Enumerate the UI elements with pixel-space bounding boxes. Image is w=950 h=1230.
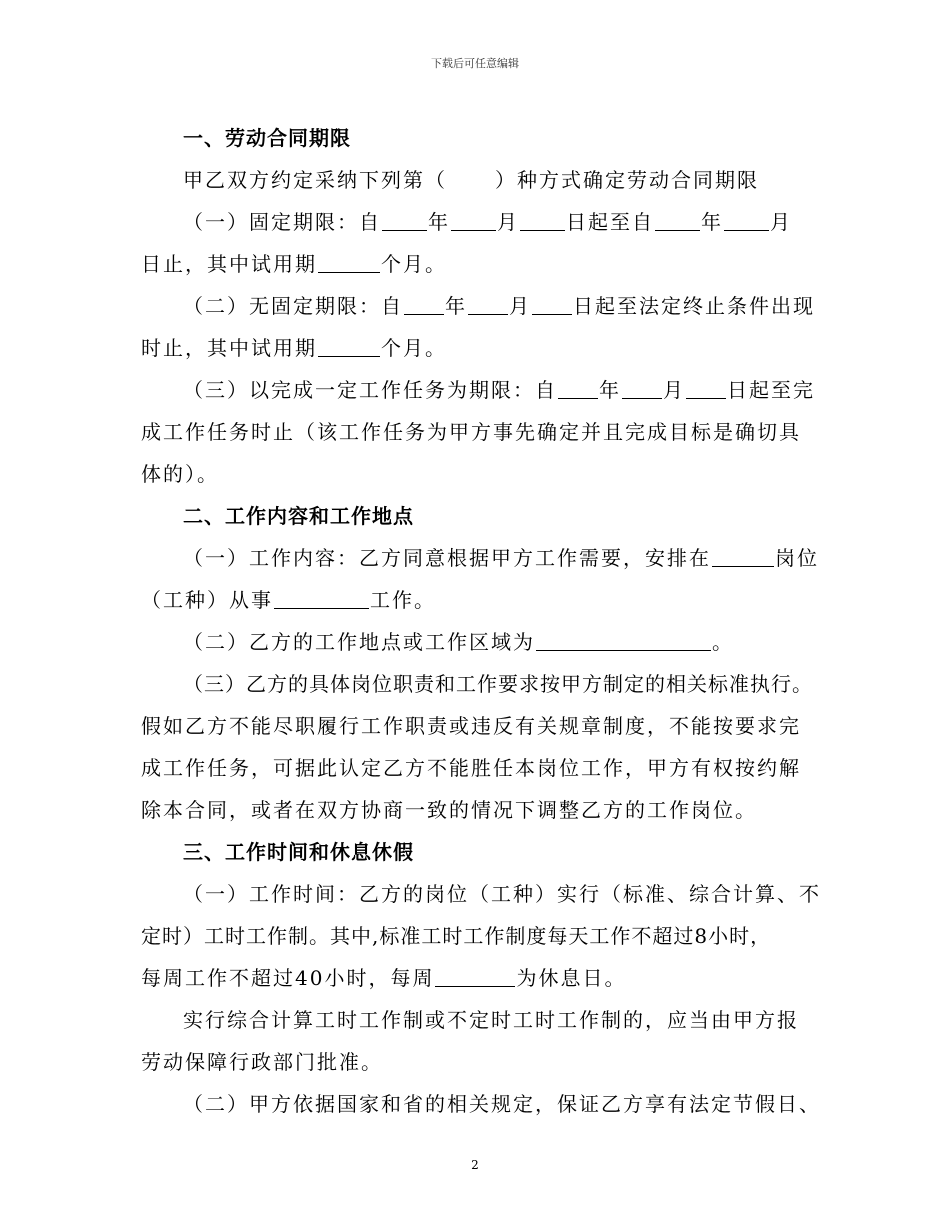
- s2-p3-line3: 成工作任务，可据此认定乙方不能胜任本岗位工作，甲方有权按约解: [141, 756, 801, 780]
- text: （二）乙方的工作地点或工作区域为: [183, 630, 535, 654]
- s1-p3-line3: 体的）。: [141, 462, 219, 486]
- fill-blank[interactable]: [435, 966, 515, 987]
- s1-p1-line1: [183, 208, 823, 236]
- s3-p1-line2: 定时）工时工作制。其中,标准工时工作制度每天工作不超过8小时，: [141, 924, 772, 948]
- fill-blank[interactable]: [536, 630, 711, 651]
- s1-p3-line1: [183, 376, 823, 404]
- s3-p1-line3: [141, 964, 821, 992]
- fill-blank[interactable]: [712, 546, 774, 567]
- text: （三）以完成一定工作任务为期限：自: [183, 378, 557, 402]
- text: （二）无固定期限：自: [183, 294, 403, 318]
- fill-blank[interactable]: [724, 210, 769, 231]
- text: 日起至法定终止条件出现: [573, 294, 815, 318]
- section-3-title: 三、工作时间和休息休假: [183, 840, 414, 864]
- s1-intro-b: ）种方式确定劳动合同期限: [495, 168, 759, 192]
- fill-blank[interactable]: [655, 210, 700, 231]
- s3-p2-line1: 实行综合计算工时工作制或不定时工时工作制的，应当由甲方报: [183, 1008, 799, 1032]
- fill-blank[interactable]: [520, 210, 565, 231]
- text: 每周工作不超过40小时，每周: [141, 966, 435, 990]
- s2-p2: [183, 628, 823, 656]
- s1-p2-line1: [183, 292, 823, 320]
- fill-blank[interactable]: [404, 294, 444, 315]
- s2-p3-line4: 除本合同，或者在双方协商一致的情况下调整乙方的工作岗位。: [141, 798, 757, 822]
- fill-blank[interactable]: [686, 378, 726, 399]
- text: 月: [663, 378, 685, 402]
- fill-blank[interactable]: [318, 336, 380, 357]
- text: （一）固定期限：自: [183, 210, 381, 234]
- text: （工种）从事: [141, 588, 273, 612]
- s1-intro-a: 甲乙双方约定采纳下列第（: [183, 168, 447, 192]
- fill-blank[interactable]: [318, 252, 380, 273]
- text: 个月。: [381, 336, 447, 360]
- fill-blank[interactable]: [558, 378, 598, 399]
- s1-p3-line2: 成工作任务时止（该工作任务为甲方事先确定并且完成目标是确切具: [141, 420, 801, 444]
- text: 个月。: [381, 252, 447, 276]
- text: 时止，其中试用期: [141, 336, 317, 360]
- text: （一）工作内容：乙方同意根据甲方工作需要，安排在: [183, 546, 711, 570]
- s2-p3-line1: （三）乙方的具体岗位职责和工作要求按甲方制定的相关标准执行。: [183, 672, 813, 696]
- s3-p2-line2: 劳动保障行政部门批准。: [141, 1050, 383, 1074]
- text: 日止，其中试用期: [141, 252, 317, 276]
- text: 月: [509, 294, 531, 318]
- s1-p1-line2: [141, 250, 821, 278]
- page-number: 2: [471, 1158, 479, 1172]
- s3-p3-line1: （二）甲方依据国家和省的相关规定，保证乙方享有法定节假日、: [183, 1092, 821, 1116]
- text: 岗位: [775, 546, 819, 570]
- fill-blank[interactable]: [451, 210, 496, 231]
- s3-p1-line1: （一）工作时间：乙方的岗位（工种）实行（标准、综合计算、不: [183, 882, 821, 906]
- text: 。: [712, 630, 734, 654]
- fill-blank[interactable]: [622, 378, 662, 399]
- text: 月: [497, 210, 519, 234]
- text: 日起至自: [566, 210, 654, 234]
- text: 日起至完: [727, 378, 815, 402]
- s1-p2-line2: [141, 334, 821, 362]
- text: 月: [770, 210, 792, 234]
- s2-p1-line2: [141, 586, 821, 614]
- fill-blank[interactable]: [468, 294, 508, 315]
- s1-intro: [183, 166, 823, 194]
- text: 年: [599, 378, 621, 402]
- fill-blank[interactable]: [274, 588, 369, 609]
- fill-blank[interactable]: [532, 294, 572, 315]
- section-1-title: 一、劳动合同期限: [183, 126, 351, 150]
- fill-blank[interactable]: [382, 210, 427, 231]
- page-header: 下载后可任意编辑: [431, 57, 519, 70]
- text: 年: [701, 210, 723, 234]
- text: 工作。: [370, 588, 436, 612]
- text: 为休息日。: [516, 966, 627, 990]
- s2-p3-line2: 假如乙方不能尽职履行工作职责或违反有关规章制度，不能按要求完: [141, 714, 801, 738]
- s2-p1-line1: [183, 544, 823, 572]
- text: 年: [445, 294, 467, 318]
- text: 年: [428, 210, 450, 234]
- section-2-title: 二、工作内容和工作地点: [183, 504, 414, 528]
